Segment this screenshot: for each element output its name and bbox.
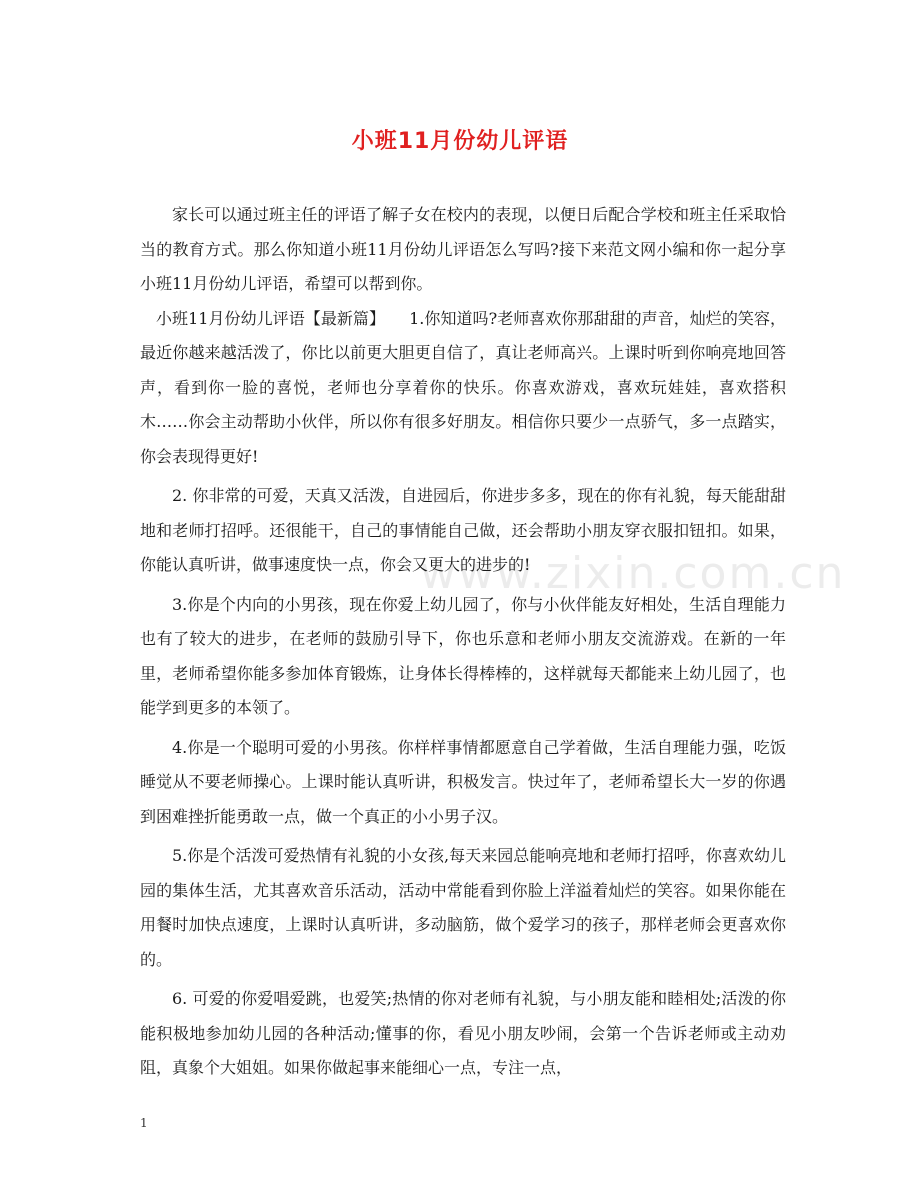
watermark-text: www.zixin.com.cn [420, 548, 846, 599]
paragraph-comment-2: 2. 你非常的可爱，天真又活泼，自进园后，你进步多多，现在的你有礼貌，每天能甜甜地和老师打招呼。还很能干，自己的事情能自己做，还会帮助小朋友穿衣服扣钮扣。如果，你能认真听讲，做事速度快一点，你会又更大的进步的! [140, 486, 786, 574]
page-number: 1 [140, 1116, 148, 1130]
document-title: 小班11月份幼儿评语 [351, 129, 569, 154]
document-body [140, 198, 786, 1091]
paragraph-intro: 家长可以通过班主任的评语了解子女在校内的表现，以便日后配合学校和班主任采取恰当的教育方式。那么你知道小班11月份幼儿评语怎么写吗?接下来范文网小编和你一起分享小班11月份幼儿评语，希望可以帮到你。 [140, 205, 786, 293]
paragraph-comment-4: 4.你是一个聪明可爱的小男孩。你样样事情都愿意自己学着做，生活自理能力强，吃饭睡觉从不要老师操心。上课时能认真听讲，积极发言。快过年了，老师希望长大一岁的你遇到困难挫折能勇敢一点，做一个真正的小小男子汉。 [140, 737, 786, 826]
paragraph-comment-3: 3.你是个内向的小男孩，现在你爱上幼儿园了，你与小伙伴能友好相处，生活自理能力也有了较大的进步，在老师的鼓励引导下，你也乐意和老师小朋友交流游戏。在新的一年里，老师希望你能多参加体育锻炼，让身体长得棒棒的，这样就每天都能来上幼儿园了，也能学到更多的本领了。 [140, 594, 786, 717]
paragraph-comment-5: 5.你是个活泼可爱热情有礼貌的小女孩,每天来园总能响亮地和老师打招呼，你喜欢幼儿园的集体生活，尤其喜欢音乐活动，活动中常能看到你脸上洋溢着灿烂的笑容。如果你能在用餐时加快点速度，上课时认真听讲，多动脑筋，做个爱学习的孩子，那样老师会更喜欢你的。 [140, 846, 786, 969]
paragraph-comment-6: 6. 可爱的你爱唱爱跳，也爱笑;热情的你对老师有礼貌，与小朋友能和睦相处;活泼的你能积极地参加幼儿园的各种活动;懂事的你，看见小朋友吵闹，会第一个告诉老师或主动劝阻，真象个大姐姐。如果你做起事来能细心一点，专注一点， [140, 989, 786, 1077]
paragraph-comment-1: 小班11月份幼儿评语【最新篇】 1.你知道吗?老师喜欢你那甜甜的声音，灿烂的笑容，最近你越来越活泼了，你比以前更大胆更自信了，真让老师高兴。上课时听到你响亮地回答声，看到你一脸的喜悦，老师也分享着你的快乐。你喜欢游戏，喜欢玩娃娃，喜欢搭积木……你会主动帮助小伙伴，所以你有很多好朋友。相信你只要少一点骄气，多一点踏实，你会表现得更好! [140, 308, 786, 466]
